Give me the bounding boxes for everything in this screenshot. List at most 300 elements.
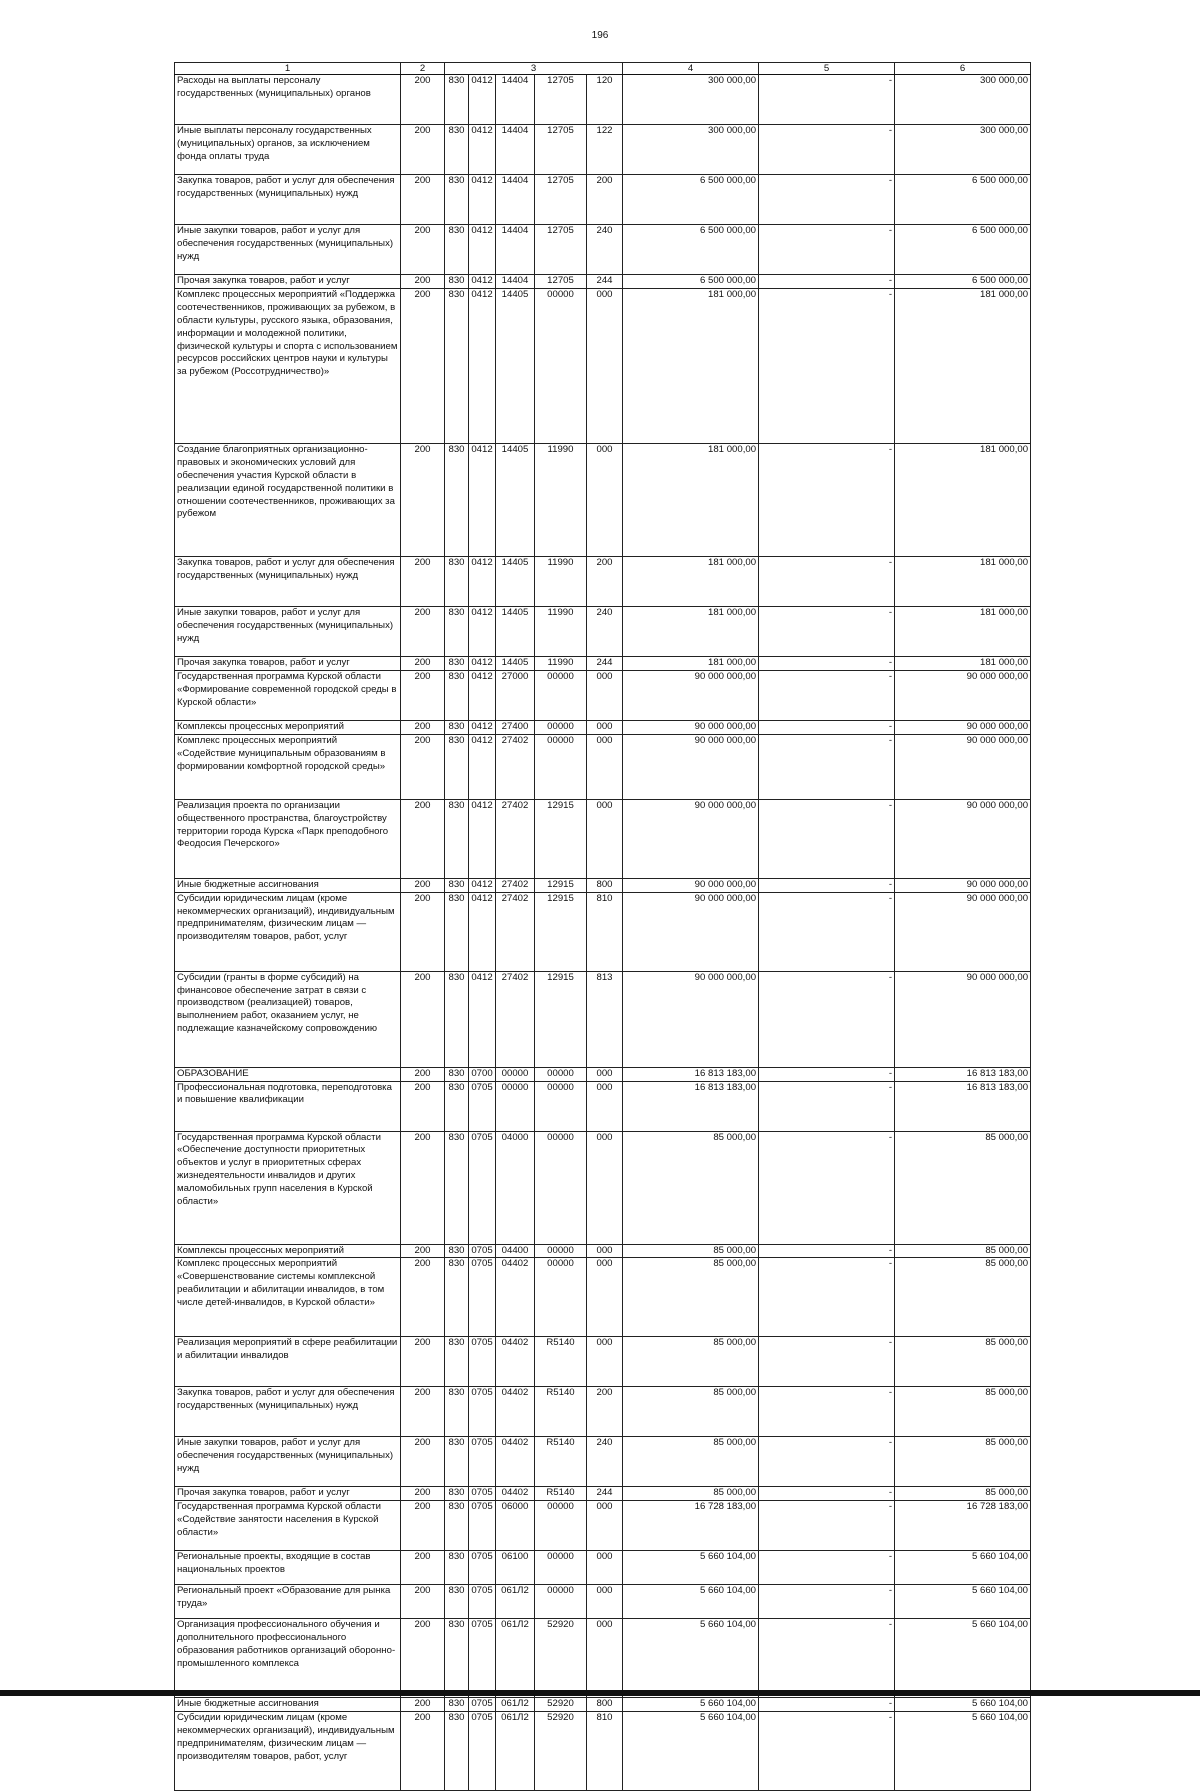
row-section: 0412 [469,606,496,656]
row-col6: 300 000,00 [895,125,1031,175]
row-name: Государственная программа Курской области «Формирование современной городской среды в Курской области» [175,670,401,720]
row-ved: 830 [445,175,469,225]
row-c2: 200 [401,225,445,275]
row-direction: 12915 [535,799,587,878]
row-direction: 12915 [535,892,587,971]
row-section: 0705 [469,1551,496,1585]
row-c2: 200 [401,1244,445,1258]
row-expense-type: 000 [587,1244,623,1258]
row-section: 0705 [469,1258,496,1337]
row-ved: 830 [445,670,469,720]
table-row [175,1619,1031,1698]
row-sum: 90 000 000,00 [623,878,759,892]
row-col5: - [759,1244,895,1258]
row-direction: 00000 [535,1585,587,1619]
row-c2: 200 [401,1387,445,1437]
row-expense-type: 122 [587,125,623,175]
row-c2: 200 [401,1619,445,1698]
row-c2: 200 [401,1437,445,1487]
row-expense-type: 000 [587,799,623,878]
table-row [175,1131,1031,1244]
table-row [175,1244,1031,1258]
row-section: 0705 [469,1387,496,1437]
row-ved: 830 [445,1585,469,1619]
row-sum: 90 000 000,00 [623,971,759,1067]
row-col5: - [759,971,895,1067]
table-row [175,606,1031,656]
row-direction: 11990 [535,656,587,670]
row-ved: 830 [445,720,469,734]
row-col6: 90 000 000,00 [895,878,1031,892]
table-row [175,734,1031,799]
row-col6: 6 500 000,00 [895,275,1031,289]
row-expense-type: 000 [587,1131,623,1244]
row-col6: 6 500 000,00 [895,225,1031,275]
row-direction: 52920 [535,1619,587,1698]
row-col5: - [759,1712,895,1791]
row-ved: 830 [445,275,469,289]
row-col6: 181 000,00 [895,288,1031,443]
row-col5: - [759,443,895,556]
row-ved: 830 [445,799,469,878]
table-row [175,656,1031,670]
row-c2: 200 [401,556,445,606]
row-direction: 00000 [535,1244,587,1258]
row-program: 27402 [496,799,535,878]
row-expense-type: 120 [587,75,623,125]
table-row [175,1387,1031,1437]
row-c2: 200 [401,1258,445,1337]
row-col6: 85 000,00 [895,1244,1031,1258]
row-program: 04000 [496,1131,535,1244]
table-row [175,1437,1031,1487]
row-program: 04400 [496,1244,535,1258]
table-row [175,1337,1031,1387]
row-ved: 830 [445,1487,469,1501]
row-expense-type: 800 [587,878,623,892]
row-col6: 6 500 000,00 [895,175,1031,225]
row-ved: 830 [445,1067,469,1081]
row-name: Прочая закупка товаров, работ и услуг [175,656,401,670]
row-section: 0412 [469,225,496,275]
row-ved: 830 [445,971,469,1067]
row-program: 14405 [496,288,535,443]
row-col5: - [759,1081,895,1131]
row-ved: 830 [445,125,469,175]
row-expense-type: 000 [587,670,623,720]
row-section: 0412 [469,275,496,289]
row-ved: 830 [445,1501,469,1551]
row-direction: 00000 [535,1131,587,1244]
header-col-6: 6 [895,63,1031,75]
row-program: 04402 [496,1337,535,1387]
row-name: Субсидии юридическим лицам (кроме некоммерческих организаций), индивидуальным предпринимателям, физическим лицам — производителям товаров, работ, услуг [175,892,401,971]
row-expense-type: 000 [587,1258,623,1337]
row-col6: 90 000 000,00 [895,734,1031,799]
row-col5: - [759,892,895,971]
table-row [175,1081,1031,1131]
row-col6: 85 000,00 [895,1487,1031,1501]
row-sum: 85 000,00 [623,1244,759,1258]
row-sum: 5 660 104,00 [623,1619,759,1698]
row-col5: - [759,1585,895,1619]
row-col6: 85 000,00 [895,1337,1031,1387]
row-expense-type: 240 [587,1437,623,1487]
row-program: 04402 [496,1487,535,1501]
row-sum: 300 000,00 [623,75,759,125]
table-row [175,799,1031,878]
row-c2: 200 [401,75,445,125]
row-direction: 00000 [535,670,587,720]
row-program: 14404 [496,75,535,125]
row-direction: 12705 [535,125,587,175]
row-col6: 85 000,00 [895,1387,1031,1437]
row-name: Прочая закупка товаров, работ и услуг [175,275,401,289]
row-c2: 200 [401,1067,445,1081]
header-col-3: 3 [445,63,623,75]
row-direction: R5140 [535,1487,587,1501]
row-sum: 90 000 000,00 [623,799,759,878]
row-c2: 200 [401,971,445,1067]
row-col6: 181 000,00 [895,443,1031,556]
row-name: Закупка товаров, работ и услуг для обеспечения государственных (муниципальных) нужд [175,556,401,606]
row-section: 0412 [469,878,496,892]
row-col6: 16 813 183,00 [895,1067,1031,1081]
table-row [175,720,1031,734]
row-col5: - [759,878,895,892]
table-row [175,1067,1031,1081]
row-col6: 300 000,00 [895,75,1031,125]
row-ved: 830 [445,1619,469,1698]
row-section: 0705 [469,1437,496,1487]
table-row [175,556,1031,606]
row-ved: 830 [445,1698,469,1712]
row-ved: 830 [445,1131,469,1244]
row-section: 0705 [469,1619,496,1698]
row-section: 0705 [469,1131,496,1244]
row-ved: 830 [445,556,469,606]
row-sum: 85 000,00 [623,1387,759,1437]
row-ved: 830 [445,1387,469,1437]
row-col5: - [759,1131,895,1244]
row-col5: - [759,125,895,175]
row-expense-type: 800 [587,1698,623,1712]
row-expense-type: 000 [587,1585,623,1619]
row-sum: 85 000,00 [623,1487,759,1501]
table-row [175,892,1031,971]
row-col5: - [759,556,895,606]
row-c2: 200 [401,799,445,878]
row-col6: 5 660 104,00 [895,1698,1031,1712]
row-section: 0700 [469,1067,496,1081]
row-name: Иные бюджетные ассигнования [175,1698,401,1712]
row-section: 0412 [469,656,496,670]
table-body [175,75,1031,1791]
row-c2: 200 [401,656,445,670]
row-sum: 300 000,00 [623,125,759,175]
row-section: 0705 [469,1712,496,1791]
row-col5: - [759,275,895,289]
row-program: 061Л2 [496,1698,535,1712]
row-c2: 200 [401,670,445,720]
row-c2: 200 [401,1585,445,1619]
table-row [175,275,1031,289]
row-expense-type: 244 [587,275,623,289]
row-section: 0412 [469,288,496,443]
row-c2: 200 [401,1081,445,1131]
row-program: 14404 [496,175,535,225]
row-direction: 00000 [535,734,587,799]
row-section: 0412 [469,556,496,606]
row-section: 0412 [469,443,496,556]
row-expense-type: 813 [587,971,623,1067]
row-program: 061Л2 [496,1585,535,1619]
row-ved: 830 [445,1081,469,1131]
row-section: 0412 [469,670,496,720]
row-program: 27400 [496,720,535,734]
row-expense-type: 000 [587,720,623,734]
row-ved: 830 [445,288,469,443]
row-sum: 90 000 000,00 [623,670,759,720]
row-ved: 830 [445,443,469,556]
row-expense-type: 000 [587,1551,623,1585]
row-direction: R5140 [535,1437,587,1487]
row-name: Иные бюджетные ассигнования [175,878,401,892]
table-row [175,288,1031,443]
row-col5: - [759,1698,895,1712]
row-expense-type: 000 [587,1081,623,1131]
row-direction: R5140 [535,1337,587,1387]
row-col6: 181 000,00 [895,606,1031,656]
row-name: Реализация проекта по организации общественного пространства, благоустройству территории города Курска «Парк преподобного Феодосия Печерского» [175,799,401,878]
row-section: 0412 [469,720,496,734]
row-name: Региональный проект «Образование для рынка труда» [175,1585,401,1619]
row-c2: 200 [401,606,445,656]
row-c2: 200 [401,1698,445,1712]
row-name: ОБРАЗОВАНИЕ [175,1067,401,1081]
row-name: Региональные проекты, входящие в состав национальных проектов [175,1551,401,1585]
table-row [175,1712,1031,1791]
row-direction: 11990 [535,556,587,606]
row-col5: - [759,1437,895,1487]
row-program: 061Л2 [496,1619,535,1698]
row-name: Реализация мероприятий в сфере реабилитации и абилитации инвалидов [175,1337,401,1387]
row-c2: 200 [401,1551,445,1585]
row-sum: 85 000,00 [623,1437,759,1487]
row-section: 0412 [469,892,496,971]
row-col6: 5 660 104,00 [895,1712,1031,1791]
row-expense-type: 000 [587,1337,623,1387]
row-name: Закупка товаров, работ и услуг для обеспечения государственных (муниципальных) нужд [175,175,401,225]
row-ved: 830 [445,656,469,670]
row-col5: - [759,1619,895,1698]
row-col5: - [759,799,895,878]
row-name: Комплексы процессных мероприятий [175,1244,401,1258]
row-program: 14405 [496,443,535,556]
row-section: 0412 [469,75,496,125]
row-sum: 6 500 000,00 [623,175,759,225]
row-section: 0412 [469,734,496,799]
row-ved: 830 [445,606,469,656]
row-direction: R5140 [535,1387,587,1437]
table-row [175,971,1031,1067]
row-expense-type: 000 [587,1501,623,1551]
row-c2: 200 [401,288,445,443]
row-name: Государственная программа Курской области «Содействие занятости населения в Курской области» [175,1501,401,1551]
row-col5: - [759,656,895,670]
row-sum: 6 500 000,00 [623,225,759,275]
row-c2: 200 [401,443,445,556]
table-row [175,1585,1031,1619]
row-direction: 00000 [535,1081,587,1131]
row-c2: 200 [401,878,445,892]
row-section: 0705 [469,1487,496,1501]
row-section: 0412 [469,125,496,175]
row-name: Субсидии юридическим лицам (кроме некоммерческих организаций), индивидуальным предпринимателям, физическим лицам — производителям товаров, работ, услуг [175,1712,401,1791]
row-col6: 5 660 104,00 [895,1551,1031,1585]
row-c2: 200 [401,1501,445,1551]
row-col5: - [759,75,895,125]
row-section: 0705 [469,1337,496,1387]
row-col6: 16 813 183,00 [895,1081,1031,1131]
row-sum: 85 000,00 [623,1131,759,1244]
row-program: 04402 [496,1258,535,1337]
row-col5: - [759,225,895,275]
header-col-5: 5 [759,63,895,75]
row-expense-type: 244 [587,656,623,670]
row-c2: 200 [401,275,445,289]
row-section: 0705 [469,1501,496,1551]
row-sum: 181 000,00 [623,606,759,656]
row-program: 06100 [496,1551,535,1585]
row-direction: 52920 [535,1698,587,1712]
row-ved: 830 [445,1258,469,1337]
table-row [175,1501,1031,1551]
row-ved: 830 [445,892,469,971]
row-c2: 200 [401,1712,445,1791]
row-direction: 12705 [535,75,587,125]
row-sum: 6 500 000,00 [623,275,759,289]
row-name: Комплекс процессных мероприятий «Поддержка соотечественников, проживающих за рубежом, в области культуры, русского языка, образования, информации и молодежной политики, физической культуры и спорта с использованием ресурсов российских центров науки и культуры за рубежом (Россотрудничество)» [175,288,401,443]
row-name: Иные закупки товаров, работ и услуг для обеспечения государственных (муниципальных) нужд [175,606,401,656]
row-c2: 200 [401,1487,445,1501]
row-sum: 181 000,00 [623,288,759,443]
row-direction: 12705 [535,275,587,289]
row-direction: 00000 [535,1501,587,1551]
row-c2: 200 [401,1131,445,1244]
row-ved: 830 [445,225,469,275]
row-expense-type: 244 [587,1487,623,1501]
row-col6: 5 660 104,00 [895,1585,1031,1619]
budget-table [174,62,1031,1791]
row-expense-type: 000 [587,1619,623,1698]
table-row [175,1698,1031,1712]
row-ved: 830 [445,1437,469,1487]
row-col6: 85 000,00 [895,1131,1031,1244]
row-col6: 90 000 000,00 [895,892,1031,971]
row-sum: 16 813 183,00 [623,1081,759,1131]
row-c2: 200 [401,125,445,175]
row-col5: - [759,1387,895,1437]
row-section: 0412 [469,175,496,225]
row-col5: - [759,1258,895,1337]
row-expense-type: 200 [587,1387,623,1437]
row-name: Организация профессионального обучения и дополнительного профессионального образования работников организаций оборонно-промышленного комплекса [175,1619,401,1698]
row-expense-type: 240 [587,225,623,275]
row-program: 14405 [496,656,535,670]
row-col5: - [759,288,895,443]
row-expense-type: 000 [587,288,623,443]
row-sum: 5 660 104,00 [623,1551,759,1585]
row-col6: 85 000,00 [895,1258,1031,1337]
row-direction: 00000 [535,720,587,734]
row-ved: 830 [445,1712,469,1791]
row-direction: 11990 [535,606,587,656]
row-sum: 181 000,00 [623,556,759,606]
row-col5: - [759,175,895,225]
row-program: 27000 [496,670,535,720]
row-program: 27402 [496,878,535,892]
row-name: Иные закупки товаров, работ и услуг для обеспечения государственных (муниципальных) нужд [175,225,401,275]
row-sum: 16 728 183,00 [623,1501,759,1551]
row-col6: 85 000,00 [895,1437,1031,1487]
row-program: 27402 [496,971,535,1067]
row-sum: 5 660 104,00 [623,1698,759,1712]
row-program: 14404 [496,125,535,175]
row-expense-type: 000 [587,443,623,556]
table-row [175,670,1031,720]
row-col5: - [759,1487,895,1501]
row-ved: 830 [445,878,469,892]
table-row [175,443,1031,556]
row-program: 14405 [496,606,535,656]
row-col6: 5 660 104,00 [895,1619,1031,1698]
row-direction: 00000 [535,288,587,443]
row-direction: 12915 [535,971,587,1067]
row-name: Создание благоприятных организационно-правовых и экономических условий для обеспечения участия Курской области в реализации единой государственной политики в отношении соотечественников, проживающих за рубежом [175,443,401,556]
row-name: Иные выплаты персоналу государственных (муниципальных) органов, за исключением фонда оплаты труда [175,125,401,175]
row-direction: 00000 [535,1551,587,1585]
row-program: 27402 [496,734,535,799]
row-col5: - [759,1551,895,1585]
row-program: 04402 [496,1437,535,1487]
header-col-1: 1 [175,63,401,75]
row-expense-type: 810 [587,1712,623,1791]
row-direction: 12705 [535,225,587,275]
row-sum: 90 000 000,00 [623,892,759,971]
table-row [175,1258,1031,1337]
table-row [175,1487,1031,1501]
row-sum: 85 000,00 [623,1337,759,1387]
row-col5: - [759,606,895,656]
row-section: 0705 [469,1585,496,1619]
row-direction: 11990 [535,443,587,556]
row-name: Комплекс процессных мероприятий «Совершенствование системы комплексной реабилитации и абилитации инвалидов, в том числе детей-инвалидов, в Курской области» [175,1258,401,1337]
row-direction: 52920 [535,1712,587,1791]
row-expense-type: 000 [587,734,623,799]
row-c2: 200 [401,720,445,734]
row-ved: 830 [445,734,469,799]
row-col5: - [759,720,895,734]
row-name: Прочая закупка товаров, работ и услуг [175,1487,401,1501]
row-direction: 12915 [535,878,587,892]
row-sum: 5 660 104,00 [623,1585,759,1619]
row-direction: 00000 [535,1258,587,1337]
row-direction: 00000 [535,1067,587,1081]
row-program: 04402 [496,1387,535,1437]
row-c2: 200 [401,734,445,799]
row-section: 0412 [469,971,496,1067]
